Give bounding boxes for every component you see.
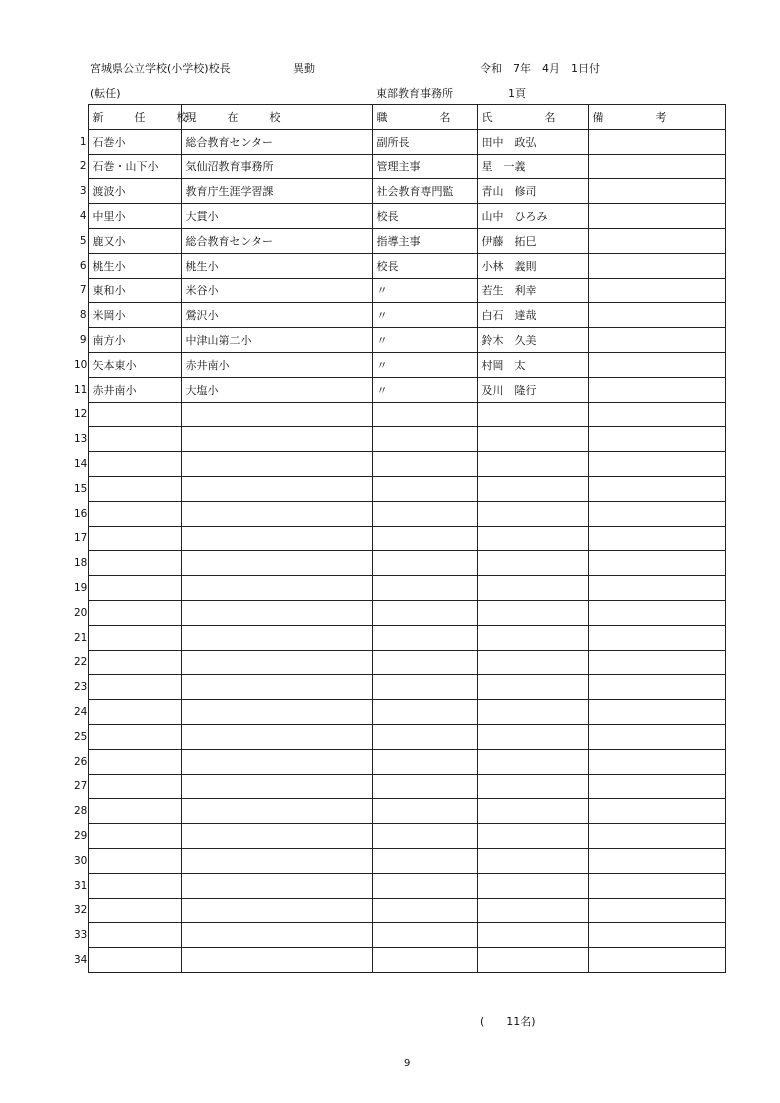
cell-current-school — [181, 625, 372, 650]
cell-current-school — [181, 799, 372, 824]
sheet-page: 1頁 — [508, 87, 526, 100]
row-number: 7 — [74, 278, 88, 303]
document-title: 宮城県公立学校(小学校)校長 — [90, 62, 231, 75]
cell-name: 伊藤 拓巳 — [477, 228, 588, 253]
cell-name — [477, 948, 588, 973]
row-number: 12 — [74, 402, 88, 427]
cell-remarks — [588, 948, 725, 973]
cell-remarks — [588, 600, 725, 625]
cell-position — [372, 501, 477, 526]
table-row — [74, 476, 725, 501]
cell-name — [477, 600, 588, 625]
row-number: 28 — [74, 799, 88, 824]
cell-current-school — [181, 452, 372, 477]
cell-position — [372, 848, 477, 873]
cell-position — [372, 700, 477, 725]
cell-name — [477, 625, 588, 650]
cell-current-school: 総合教育センター — [181, 228, 372, 253]
row-number: 15 — [74, 476, 88, 501]
cell-new-school: 中里小 — [88, 204, 181, 229]
table-row — [74, 129, 725, 154]
cell-new-school: 渡波小 — [88, 179, 181, 204]
cell-new-school — [88, 948, 181, 973]
cell-current-school — [181, 923, 372, 948]
cell-new-school: 東和小 — [88, 278, 181, 303]
cell-current-school — [181, 700, 372, 725]
cell-position: 管理主事 — [372, 154, 477, 179]
cell-new-school — [88, 526, 181, 551]
cell-remarks — [588, 303, 725, 328]
cell-remarks — [588, 898, 725, 923]
cell-position: 〃 — [372, 278, 477, 303]
cell-current-school — [181, 749, 372, 774]
cell-remarks — [588, 253, 725, 278]
cell-current-school: 大塩小 — [181, 377, 372, 402]
cell-remarks — [588, 204, 725, 229]
cell-current-school — [181, 948, 372, 973]
total-count: ( 11名) — [480, 1015, 536, 1028]
cell-position — [372, 402, 477, 427]
cell-current-school: 鶯沢小 — [181, 303, 372, 328]
cell-new-school — [88, 700, 181, 725]
cell-current-school: 教育庁生涯学習課 — [181, 179, 372, 204]
cell-name: 村岡 太 — [477, 352, 588, 377]
cell-remarks — [588, 824, 725, 849]
table-row — [74, 228, 725, 253]
cell-current-school — [181, 551, 372, 576]
row-number: 31 — [74, 873, 88, 898]
cell-current-school — [181, 824, 372, 849]
table-row — [74, 824, 725, 849]
cell-new-school — [88, 873, 181, 898]
cell-current-school: 気仙沼教育事務所 — [181, 154, 372, 179]
cell-remarks — [588, 377, 725, 402]
row-number: 32 — [74, 898, 88, 923]
table-row — [74, 328, 725, 353]
table-row — [74, 576, 725, 601]
cell-new-school — [88, 824, 181, 849]
table-row — [74, 700, 725, 725]
cell-current-school — [181, 650, 372, 675]
cell-current-school — [181, 873, 372, 898]
cell-current-school — [181, 576, 372, 601]
row-number: 11 — [74, 377, 88, 402]
cell-name — [477, 476, 588, 501]
cell-new-school — [88, 427, 181, 452]
table-row — [74, 352, 725, 377]
cell-new-school: 石巻小 — [88, 129, 181, 154]
cell-name — [477, 923, 588, 948]
row-number: 3 — [74, 179, 88, 204]
cell-position — [372, 476, 477, 501]
cell-remarks — [588, 551, 725, 576]
cell-current-school — [181, 774, 372, 799]
cell-name: 鈴木 久美 — [477, 328, 588, 353]
cell-new-school — [88, 774, 181, 799]
table-row — [74, 278, 725, 303]
row-number: 23 — [74, 675, 88, 700]
table-row — [74, 650, 725, 675]
cell-new-school — [88, 650, 181, 675]
row-number: 34 — [74, 948, 88, 973]
cell-current-school: 米谷小 — [181, 278, 372, 303]
table-row — [74, 799, 725, 824]
cell-remarks — [588, 774, 725, 799]
table-row — [74, 377, 725, 402]
table-row — [74, 179, 725, 204]
cell-remarks — [588, 228, 725, 253]
cell-current-school — [181, 675, 372, 700]
row-number: 16 — [74, 501, 88, 526]
row-number: 1 — [74, 129, 88, 154]
cell-name — [477, 526, 588, 551]
cell-position — [372, 551, 477, 576]
cell-position — [372, 824, 477, 849]
cell-remarks — [588, 129, 725, 154]
table-body — [74, 129, 725, 972]
row-number: 20 — [74, 600, 88, 625]
column-header-name: 氏 名 — [477, 105, 588, 130]
cell-current-school — [181, 600, 372, 625]
cell-name — [477, 576, 588, 601]
cell-remarks — [588, 427, 725, 452]
cell-position — [372, 526, 477, 551]
column-header-new-school: 新 任 校 — [88, 105, 181, 130]
cell-name — [477, 749, 588, 774]
cell-new-school — [88, 799, 181, 824]
cell-remarks — [588, 352, 725, 377]
cell-current-school: 桃生小 — [181, 253, 372, 278]
cell-current-school: 中津山第二小 — [181, 328, 372, 353]
row-number: 17 — [74, 526, 88, 551]
cell-current-school — [181, 724, 372, 749]
cell-remarks — [588, 179, 725, 204]
cell-name — [477, 724, 588, 749]
cell-name: 星 一義 — [477, 154, 588, 179]
cell-new-school: 桃生小 — [88, 253, 181, 278]
cell-remarks — [588, 675, 725, 700]
cell-remarks — [588, 923, 725, 948]
cell-remarks — [588, 650, 725, 675]
cell-new-school — [88, 898, 181, 923]
cell-position — [372, 576, 477, 601]
cell-new-school — [88, 452, 181, 477]
cell-name — [477, 898, 588, 923]
cell-remarks — [588, 700, 725, 725]
row-number-header — [74, 105, 88, 130]
cell-new-school — [88, 600, 181, 625]
cell-position — [372, 948, 477, 973]
cell-name: 若生 利幸 — [477, 278, 588, 303]
page-number: 9 — [404, 1058, 411, 1069]
row-number: 25 — [74, 724, 88, 749]
cell-position — [372, 873, 477, 898]
cell-remarks — [588, 328, 725, 353]
cell-new-school — [88, 501, 181, 526]
office-name: 東部教育事務所 — [376, 87, 453, 100]
table-row — [74, 402, 725, 427]
cell-current-school — [181, 476, 372, 501]
cell-position — [372, 452, 477, 477]
row-number: 8 — [74, 303, 88, 328]
cell-remarks — [588, 625, 725, 650]
cell-current-school: 大貫小 — [181, 204, 372, 229]
cell-position — [372, 675, 477, 700]
cell-remarks — [588, 278, 725, 303]
row-number: 10 — [74, 352, 88, 377]
cell-remarks — [588, 526, 725, 551]
cell-name — [477, 675, 588, 700]
cell-remarks — [588, 452, 725, 477]
table-row — [74, 526, 725, 551]
cell-name — [477, 873, 588, 898]
cell-current-school — [181, 848, 372, 873]
cell-name — [477, 774, 588, 799]
table-row — [74, 427, 725, 452]
row-number: 18 — [74, 551, 88, 576]
cell-name — [477, 452, 588, 477]
cell-new-school: 南方小 — [88, 328, 181, 353]
cell-current-school — [181, 898, 372, 923]
cell-new-school: 米岡小 — [88, 303, 181, 328]
cell-remarks — [588, 799, 725, 824]
cell-position: 〃 — [372, 352, 477, 377]
table-row — [74, 551, 725, 576]
table-row — [74, 948, 725, 973]
row-number: 9 — [74, 328, 88, 353]
cell-remarks — [588, 402, 725, 427]
cell-new-school — [88, 625, 181, 650]
row-number: 26 — [74, 749, 88, 774]
cell-name — [477, 700, 588, 725]
column-header-position: 職 名 — [372, 105, 477, 130]
cell-position — [372, 923, 477, 948]
table-header-row — [74, 105, 725, 130]
cell-position — [372, 774, 477, 799]
cell-position — [372, 749, 477, 774]
row-number: 5 — [74, 228, 88, 253]
cell-position: 指導主事 — [372, 228, 477, 253]
cell-new-school — [88, 476, 181, 501]
cell-position — [372, 625, 477, 650]
cell-position: 〃 — [372, 377, 477, 402]
cell-current-school: 総合教育センター — [181, 129, 372, 154]
row-number: 24 — [74, 700, 88, 725]
cell-name — [477, 501, 588, 526]
cell-new-school: 鹿又小 — [88, 228, 181, 253]
table-row — [74, 774, 725, 799]
table-row — [74, 724, 725, 749]
cell-name: 田中 政弘 — [477, 129, 588, 154]
transfer-table — [74, 104, 726, 973]
cell-remarks — [588, 154, 725, 179]
transfer-category: (転任) — [90, 87, 121, 100]
cell-remarks — [588, 848, 725, 873]
cell-position: 社会教育専門監 — [372, 179, 477, 204]
cell-new-school — [88, 848, 181, 873]
cell-position — [372, 898, 477, 923]
row-number: 19 — [74, 576, 88, 601]
cell-new-school — [88, 576, 181, 601]
table-row — [74, 625, 725, 650]
row-number: 14 — [74, 452, 88, 477]
cell-current-school — [181, 427, 372, 452]
cell-position: 〃 — [372, 303, 477, 328]
cell-name — [477, 650, 588, 675]
effective-date: 令和 7年 4月 1日付 — [480, 62, 600, 75]
row-number: 4 — [74, 204, 88, 229]
cell-new-school — [88, 402, 181, 427]
row-number: 21 — [74, 625, 88, 650]
cell-name — [477, 848, 588, 873]
cell-position — [372, 724, 477, 749]
cell-position — [372, 600, 477, 625]
table-row — [74, 154, 725, 179]
cell-position: 副所長 — [372, 129, 477, 154]
cell-position — [372, 799, 477, 824]
cell-position: 校長 — [372, 204, 477, 229]
cell-name: 山中 ひろみ — [477, 204, 588, 229]
row-number: 30 — [74, 848, 88, 873]
cell-remarks — [588, 576, 725, 601]
table-row — [74, 749, 725, 774]
table-row — [74, 204, 725, 229]
cell-remarks — [588, 873, 725, 898]
cell-current-school — [181, 526, 372, 551]
cell-name — [477, 402, 588, 427]
cell-remarks — [588, 501, 725, 526]
table-row — [74, 873, 725, 898]
cell-new-school: 石巻・山下小 — [88, 154, 181, 179]
cell-position — [372, 427, 477, 452]
cell-position: 校長 — [372, 253, 477, 278]
row-number: 22 — [74, 650, 88, 675]
cell-name — [477, 799, 588, 824]
cell-new-school — [88, 923, 181, 948]
table-row — [74, 848, 725, 873]
cell-position: 〃 — [372, 328, 477, 353]
row-number: 29 — [74, 824, 88, 849]
cell-name: 及川 隆行 — [477, 377, 588, 402]
cell-current-school — [181, 501, 372, 526]
cell-name — [477, 551, 588, 576]
column-header-current-school: 現 在 校 — [181, 105, 372, 130]
cell-new-school: 矢本東小 — [88, 352, 181, 377]
row-number: 27 — [74, 774, 88, 799]
column-header-remarks: 備 考 — [588, 105, 725, 130]
cell-name: 白石 達哉 — [477, 303, 588, 328]
cell-current-school: 赤井南小 — [181, 352, 372, 377]
cell-position — [372, 650, 477, 675]
table-row — [74, 675, 725, 700]
cell-name: 青山 修司 — [477, 179, 588, 204]
cell-name: 小林 義則 — [477, 253, 588, 278]
cell-remarks — [588, 476, 725, 501]
cell-new-school — [88, 749, 181, 774]
table-row — [74, 452, 725, 477]
cell-name — [477, 824, 588, 849]
cell-name — [477, 427, 588, 452]
row-number: 13 — [74, 427, 88, 452]
table-row — [74, 923, 725, 948]
cell-new-school — [88, 724, 181, 749]
table-row — [74, 303, 725, 328]
cell-remarks — [588, 749, 725, 774]
document-type: 異動 — [293, 62, 315, 75]
cell-new-school — [88, 551, 181, 576]
row-number: 2 — [74, 154, 88, 179]
row-number: 33 — [74, 923, 88, 948]
cell-current-school — [181, 402, 372, 427]
table-row — [74, 898, 725, 923]
cell-new-school — [88, 675, 181, 700]
cell-remarks — [588, 724, 725, 749]
table-row — [74, 600, 725, 625]
cell-new-school: 赤井南小 — [88, 377, 181, 402]
table-row — [74, 253, 725, 278]
row-number: 6 — [74, 253, 88, 278]
table-row — [74, 501, 725, 526]
